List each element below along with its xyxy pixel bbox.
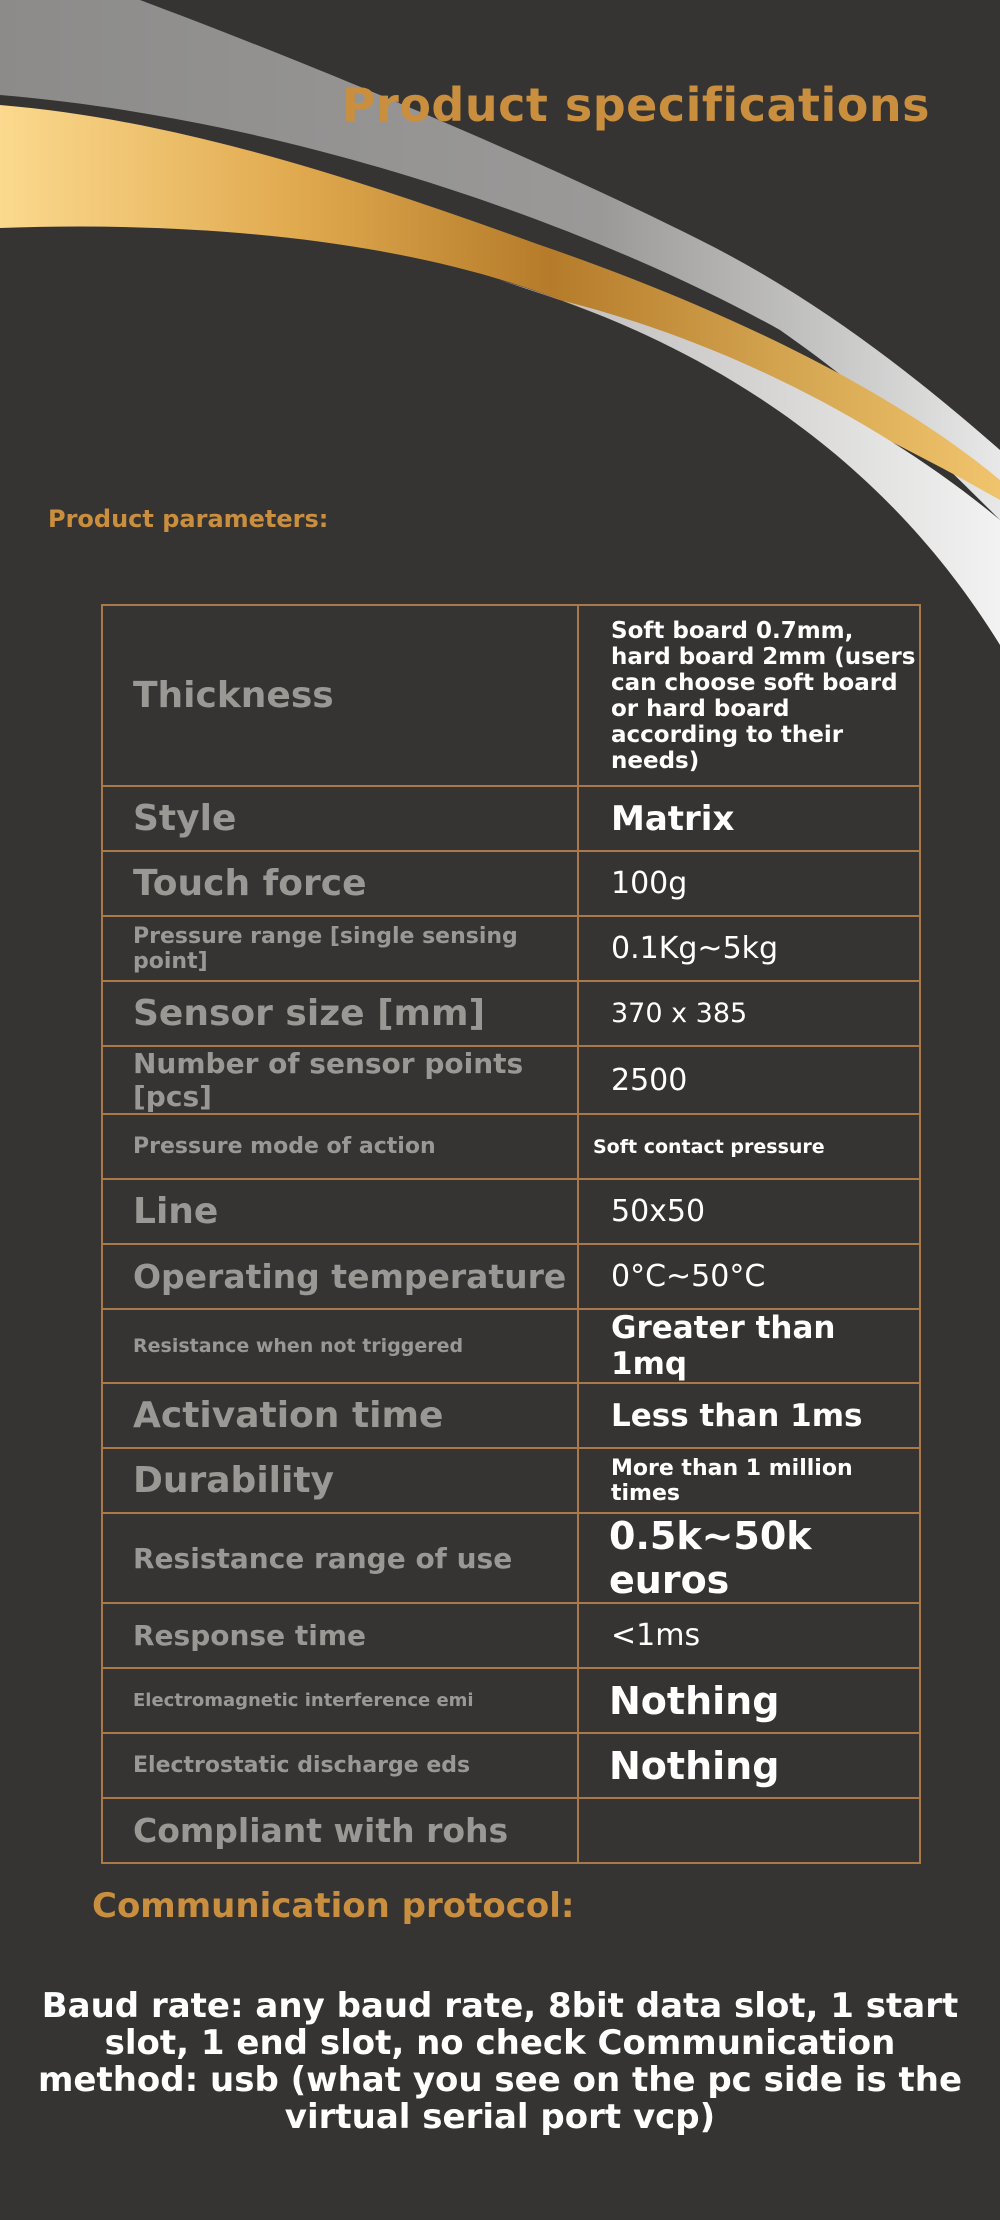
table-row	[102, 786, 920, 851]
table-row	[102, 1798, 920, 1863]
spec-value: 370 x 385	[578, 981, 920, 1046]
table-row	[102, 981, 920, 1046]
spec-key: Touch force	[102, 851, 578, 916]
table-row	[102, 1733, 920, 1798]
table-row	[102, 1668, 920, 1733]
table-row	[102, 916, 920, 981]
spec-key: Thickness	[102, 605, 578, 786]
spec-key: Sensor size [mm]	[102, 981, 578, 1046]
table-row	[102, 1513, 920, 1603]
spec-key: Line	[102, 1179, 578, 1244]
spec-key: Operating temperature	[102, 1244, 578, 1309]
spec-value: 2500	[578, 1046, 920, 1114]
spec-value: 50x50	[578, 1179, 920, 1244]
table-row	[102, 1448, 920, 1513]
communication-protocol-text: Baud rate: any baud rate, 8bit data slot, 1 start slot, 1 end slot, no check Communication method: usb (what you see on the pc side is the virtual serial port vcp)	[37, 1986, 963, 2137]
table-row	[102, 851, 920, 916]
spec-value: Nothing	[578, 1668, 920, 1733]
spec-value: Nothing	[578, 1733, 920, 1798]
spec-value	[578, 1798, 920, 1863]
spec-key: Electromagnetic interference emi	[102, 1668, 578, 1733]
spec-value: Greater than 1mq	[578, 1309, 920, 1383]
spec-key: Pressure mode of action	[102, 1114, 578, 1179]
spec-key: Pressure range [single sensing point]	[102, 916, 578, 981]
spec-value: More than 1 million times	[578, 1448, 920, 1513]
communication-protocol-heading: Communication protocol:	[92, 1886, 575, 1926]
spec-key: Resistance when not triggered	[102, 1309, 578, 1383]
spec-value: 0.5k~50k euros	[578, 1513, 920, 1603]
spec-value: 100g	[578, 851, 920, 916]
spec-key: Activation time	[102, 1383, 578, 1448]
spec-value: <1ms	[578, 1603, 920, 1668]
spec-value: Soft contact pressure	[578, 1114, 920, 1179]
table-row	[102, 1309, 920, 1383]
spec-key: Electrostatic discharge eds	[102, 1733, 578, 1798]
table-row	[102, 1383, 920, 1448]
spec-key: Durability	[102, 1448, 578, 1513]
page-title: Product specifications	[341, 78, 930, 132]
table-row	[102, 605, 920, 786]
table-row	[102, 1603, 920, 1668]
table-row	[102, 1046, 920, 1114]
spec-value: 0°C~50°C	[578, 1244, 920, 1309]
spec-value: Matrix	[578, 786, 920, 851]
spec-key: Number of sensor points [pcs]	[102, 1046, 578, 1114]
product-parameters-heading: Product parameters:	[48, 505, 329, 533]
spec-key: Response time	[102, 1603, 578, 1668]
table-row	[102, 1244, 920, 1309]
spec-key: Resistance range of use	[102, 1513, 578, 1603]
spec-key: Compliant with rohs	[102, 1798, 578, 1863]
table-row	[102, 1114, 920, 1179]
spec-key: Style	[102, 786, 578, 851]
spec-value: Soft board 0.7mm, hard board 2mm (users can choose soft board or hard board according to their needs)	[578, 605, 920, 786]
spec-value: 0.1Kg~5kg	[578, 916, 920, 981]
spec-value: Less than 1ms	[578, 1383, 920, 1448]
table-row	[102, 1179, 920, 1244]
specifications-table	[101, 604, 921, 1864]
